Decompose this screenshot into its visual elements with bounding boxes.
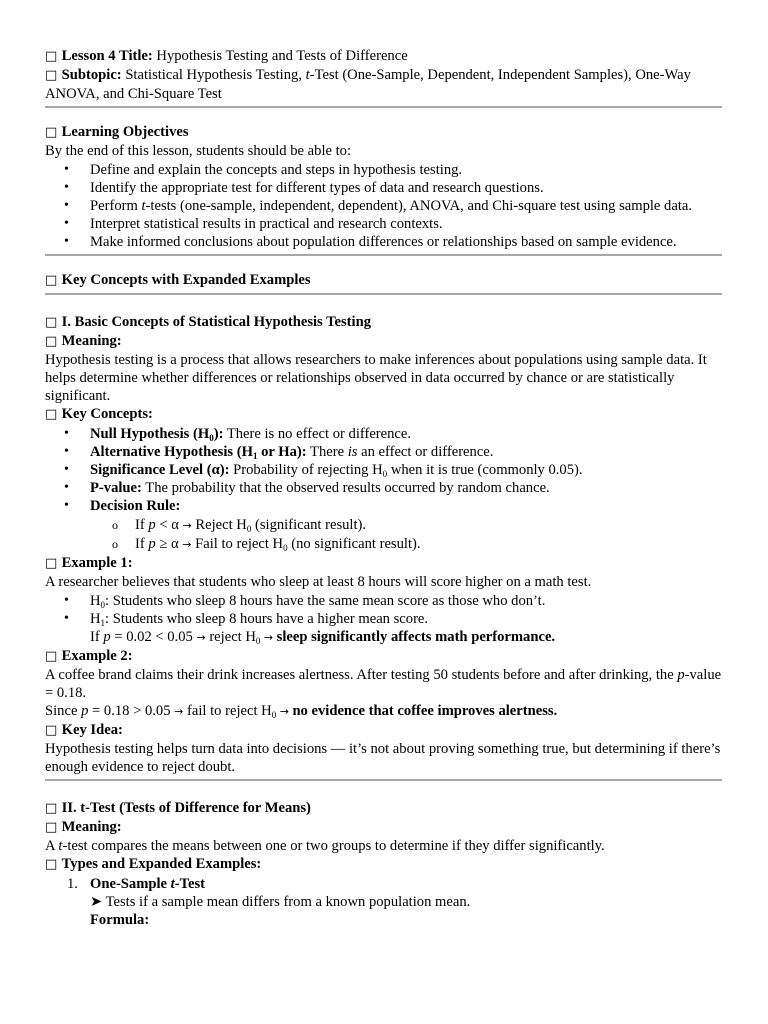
- arrow-right-icon: →: [182, 538, 192, 551]
- box-icon: □: [45, 723, 58, 738]
- section2-types-label: □ Types and Expanded Examples:: [45, 856, 262, 872]
- box-icon: □: [45, 125, 58, 140]
- objectives-list: [45, 161, 722, 251]
- box-icon: □: [45, 273, 58, 288]
- section2-meaning-text: A t-test compares the means between one or two groups to determine if they differ significantly.: [45, 838, 605, 854]
- box-icon: □: [45, 49, 58, 64]
- example1-label: □ Example 1:: [45, 555, 133, 571]
- box-icon: □: [45, 68, 58, 83]
- list-item: 1. One-Sample t-Test ➤ Tests if a sample mean differs from a known population mean. Formula:: [67, 876, 471, 928]
- list-item: • Identify the appropriate test for different types of data and research questions.: [45, 179, 722, 197]
- lesson-subtopic-line: □ Subtopic: Statistical Hypothesis Testing, t-Test (One-Sample, Dependent, Independent Samples), One-Way ANOVA, and Chi-Square Test: [45, 67, 691, 102]
- section1-heading: □ I. Basic Concepts of Statistical Hypothesis Testing: [45, 314, 371, 330]
- example2-result: Since p = 0.18 > 0.05 → fail to reject $H_0$ → no evidence that coffee improves alertness.: [45, 703, 558, 720]
- lesson-title-label: Lesson 4 Title:: [61, 48, 153, 64]
- arrow-right-icon: →: [182, 519, 192, 532]
- list-item: • Define and explain the concepts and steps in hypothesis testing.: [45, 161, 722, 179]
- list-item: • $H_1$: Students who sleep 8 hours have a higher mean score. If p = 0.02 < 0.05 → reject $H_0$ → sleep significantly affects math performance.: [45, 610, 722, 647]
- key-concepts-heading: □ Key Concepts with Expanded Examples: [45, 272, 311, 288]
- lesson-title-line: [45, 47, 722, 66]
- section1-meaning-label: □ Meaning:: [45, 333, 122, 349]
- list-item: o If p < α → Reject $H_0$ (significant result).: [90, 516, 722, 535]
- box-icon: □: [45, 556, 58, 571]
- key-concepts-list: [45, 425, 722, 554]
- box-icon: □: [45, 820, 58, 835]
- list-item: o If p ≥ α → Fail to reject $H_0$ (no significant result).: [90, 535, 722, 554]
- list-item: • Make informed conclusions about population differences or relationships based on sample evidence.: [45, 233, 722, 251]
- example2-label: □ Example 2:: [45, 648, 133, 664]
- box-icon: □: [45, 407, 58, 422]
- objectives-intro: By the end of this lesson, students should be able to:: [45, 143, 352, 159]
- box-icon: □: [45, 649, 58, 664]
- box-icon: □: [45, 334, 58, 349]
- list-item: • P-value: The probability that the observed results occurred by random chance.: [45, 479, 722, 497]
- arrow-right-icon: →: [276, 705, 293, 718]
- arrow-right-icon: →: [260, 631, 277, 644]
- list-item: • Decision Rule: o If p < α → Reject $H_0$ (significant result). o If p ≥ α → Fail to reject $H_0$ (no significant result).: [45, 497, 722, 554]
- list-item: • Significance Level (α): Probability of rejecting $H_0$ when it is true (commonly 0.05).: [45, 461, 722, 479]
- divider: [45, 106, 722, 108]
- lesson-subtopic-label: Subtopic:: [61, 67, 122, 83]
- section1-key-concepts-label: □ Key Concepts:: [45, 406, 153, 422]
- document-content: [45, 47, 722, 929]
- list-item: • Null Hypothesis $(H_0)$: There is no effect or difference.: [45, 425, 722, 443]
- list-item: • $H_0$: Students who sleep 8 hours have the same mean score as those who don’t.: [45, 592, 722, 610]
- objectives-heading: □ Learning Objectives: [45, 124, 189, 140]
- arrow-right-icon: →: [174, 705, 184, 718]
- example1-list: [45, 592, 722, 647]
- box-icon: □: [45, 315, 58, 330]
- arrow-right-icon: →: [196, 631, 206, 644]
- box-icon: □: [45, 857, 58, 872]
- list-item: • Interpret statistical results in practical and research contexts.: [45, 215, 722, 233]
- divider: [45, 254, 722, 256]
- section1-meaning-text: Hypothesis testing is a process that allows researchers to make inferences about populations using sample data. It helps determine whether differences or relationships observed in data occurred by chance or are statistically significant.: [45, 352, 707, 404]
- key-idea-label: □ Key Idea:: [45, 722, 123, 738]
- section2-meaning-label: □ Meaning:: [45, 819, 122, 835]
- list-item: • Perform t-tests (one-sample, independent, dependent), ANOVA, and Chi-square test using sample data.: [45, 197, 722, 215]
- key-idea-text: Hypothesis testing helps turn data into decisions — it’s not about proving something true, but determining if there’s enough evidence to reject doubt.: [45, 741, 721, 775]
- divider: [45, 779, 722, 781]
- example1-text: A researcher believes that students who sleep at least 8 hours will score higher on a math test.: [45, 574, 592, 590]
- ttest-types-list: [45, 875, 722, 929]
- decision-rule-list: [90, 516, 722, 554]
- divider: [45, 293, 722, 295]
- lesson-title-value: Hypothesis Testing and Tests of Difference: [152, 48, 408, 64]
- box-icon: □: [45, 801, 58, 816]
- list-item: • Alternative Hypothesis ($H_1$ or Ha): There is an effect or difference.: [45, 443, 722, 461]
- section2-heading: □ II. t-Test (Tests of Difference for Means): [45, 800, 311, 816]
- example2-text: A coffee brand claims their drink increases alertness. After testing 50 students before and after drinking, the p-value = 0.18.: [45, 667, 722, 701]
